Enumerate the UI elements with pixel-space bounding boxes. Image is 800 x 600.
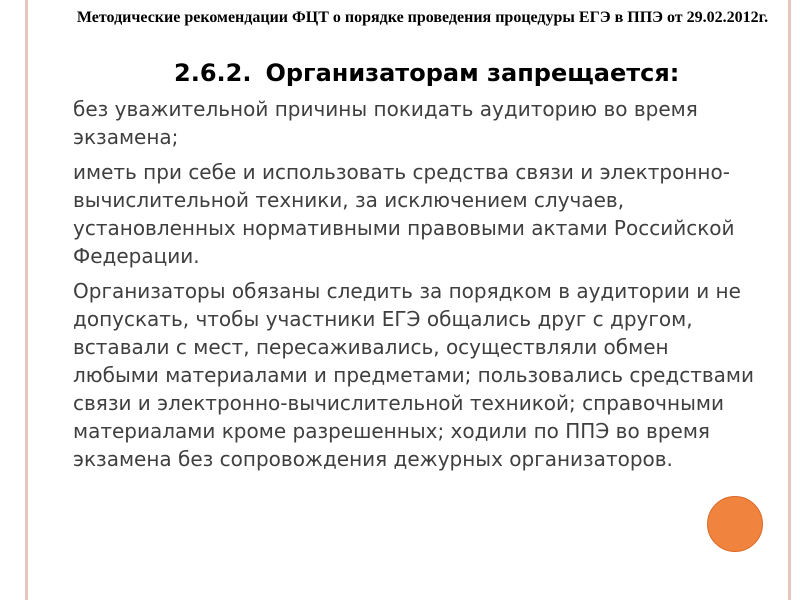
header-title: Методические рекомендации ФЦТ о порядке проведения процедуры ЕГЭ в ППЭ от 29.02.2012г. — [76, 9, 769, 26]
section-title: Организаторам запрещается: — [265, 59, 680, 87]
bullet-item-3 — [48, 277, 754, 473]
orange-circle-decoration — [707, 496, 763, 552]
bullet-text: иметь при себе и использовать средства связи и электронно-вычислительной техники, за исключением случаев, установленных нормативными правовыми актами Российской Федерации. — [73, 160, 735, 268]
bullet-item-2 — [48, 158, 754, 270]
bullet-text: Организаторы обязаны следить за порядком в аудитории и не допускать, чтобы участники ЕГЭ общались друг с другом, вставали с мест, пересаживались, осуществляли обмен любыми материалами и предметами; пользовались средствами связи и электронно-вычислительной техникой; справочными материалами кроме разрешенных; ходили по ППЭ во время экзамена без сопровождения дежурных организаторов. — [73, 279, 754, 471]
section-number: 2.6.2. — [174, 59, 252, 87]
section-heading — [174, 58, 679, 88]
bullet-list — [48, 95, 754, 480]
bullet-item-1 — [48, 95, 754, 151]
bullet-text: без уважительной причины покидать аудиторию во время экзамена; — [73, 97, 698, 149]
